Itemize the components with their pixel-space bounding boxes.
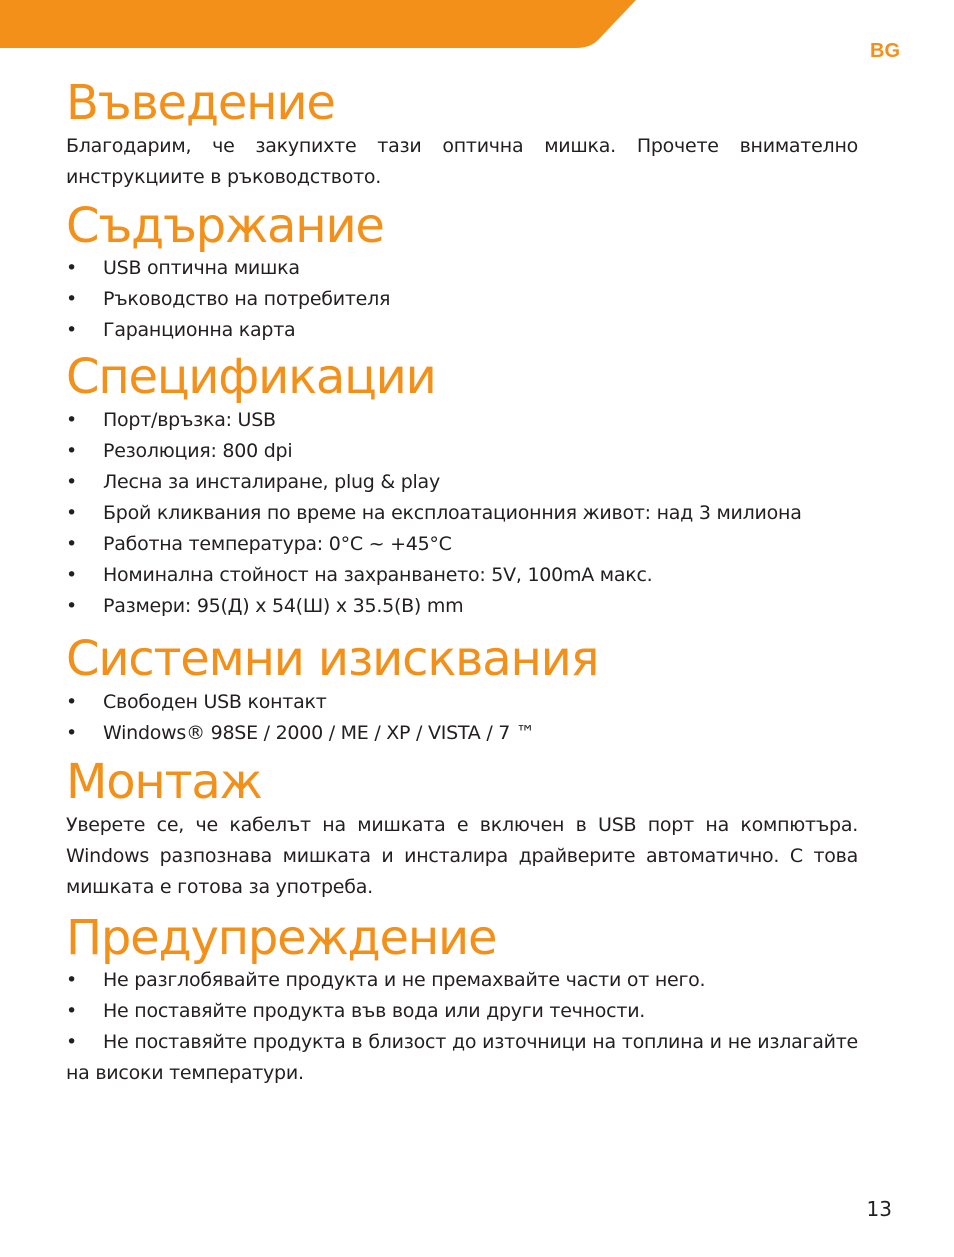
introduction-heading: Въведение bbox=[66, 75, 335, 131]
list-item: • Windows® 98SE / 2000 / ME / XP / VISTA / 7 ™ bbox=[66, 718, 858, 749]
list-item: • USB оптична мишка bbox=[66, 253, 858, 284]
header-accent-band bbox=[0, 0, 640, 50]
warning-heading: Предупреждение bbox=[66, 909, 497, 966]
contents-list bbox=[66, 253, 858, 346]
contents-section bbox=[66, 199, 858, 347]
list-item: • Не разглобявайте продукта и не премахвайте части от него. bbox=[66, 965, 858, 996]
list-item: • Ръководство на потребителя bbox=[66, 284, 858, 315]
language-code: BG bbox=[870, 40, 900, 62]
installation-heading: Монтаж bbox=[66, 753, 262, 810]
system-requirements-list bbox=[66, 687, 858, 749]
list-item: • Гаранционна карта bbox=[66, 315, 858, 346]
list-item: • Размери: 95(Д) x 54(Ш) x 35.5(В) mm bbox=[66, 591, 858, 622]
list-item: • Порт/връзка: USB bbox=[66, 405, 858, 436]
contents-heading: Съдържание bbox=[66, 197, 384, 254]
specifications-heading: Спецификации bbox=[66, 349, 436, 406]
list-item: • Брой кликвания по време на експлоатационния живот: над 3 милиона bbox=[66, 498, 858, 529]
list-item: • Работна температура: 0°C ~ +45°C bbox=[66, 529, 858, 560]
list-item: • Не поставяйте продукта във вода или други течности. bbox=[66, 996, 858, 1027]
specifications-list bbox=[66, 405, 858, 622]
system-requirements-heading: Системни изисквания bbox=[66, 631, 599, 688]
system-requirements-section bbox=[66, 632, 858, 749]
list-item: • Номинална стойност на захранването: 5V, 100mA макс. bbox=[66, 560, 858, 591]
installation-text: Уверете се, че кабелът на мишката е включен в USB порт на компютъра. Windows разпознава мишката и инсталира драйверите автоматично. С това мишката е готова за употреба. bbox=[66, 813, 858, 898]
page-number: 13 bbox=[866, 1197, 892, 1221]
introduction-section bbox=[66, 76, 858, 193]
list-item: • Не поставяйте продукта в близост до източници на топлина и не излагайте на високи температури. bbox=[66, 1027, 858, 1089]
warning-list bbox=[66, 965, 858, 1089]
list-item: • Свободен USB контакт bbox=[66, 687, 858, 718]
page-content bbox=[66, 72, 858, 1089]
warning-section bbox=[66, 911, 858, 1090]
specifications-section bbox=[66, 350, 858, 622]
list-item: • Резолюция: 800 dpi bbox=[66, 436, 858, 467]
list-item: • Лесна за инсталиране, plug & play bbox=[66, 467, 858, 498]
installation-section bbox=[66, 755, 858, 903]
introduction-text: Благодарим, че закупихте тази оптична мишка. Прочете внимателно инструкциите в ръководството. bbox=[66, 134, 858, 188]
